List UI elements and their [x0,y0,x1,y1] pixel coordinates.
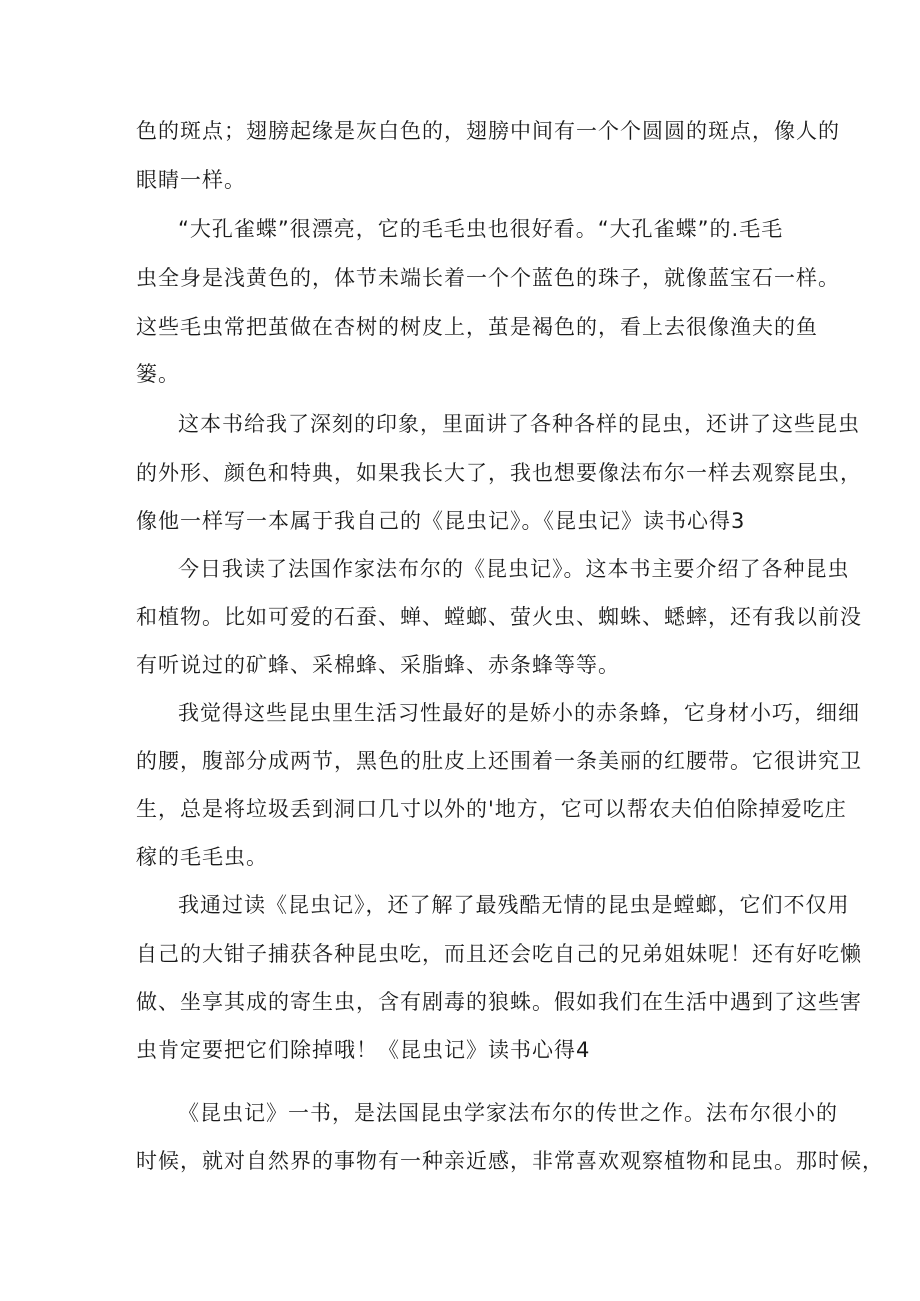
text-line: 眼睛一样。 [136,168,246,192]
text-line: 自己的大钳子捕获各种昆虫吃，而且还会吃自己的兄弟姐妹呢！还有好吃懒 [136,942,862,966]
paragraph-start-line: 我通过读《昆虫记》，还了解了最残酷无情的昆虫是螳螂，它们不仅用 [178,893,850,917]
text-line: 虫肯定要把它们除掉哦！《昆虫记》读书心得4 [136,1038,591,1062]
text-line: 像他一样写一本属于我自己的《昆虫记》。《昆虫记》读书心得3 [136,509,746,533]
paragraph-start-line: 我觉得这些昆虫里生活习性最好的是娇小的赤条蜂，它身材小巧，细细 [178,701,860,725]
text-line: 篓。 [136,362,180,386]
text-line: 这些毛虫常把茧做在杏树的树皮上，茧是褐色的，看上去很像渔夫的鱼 [136,315,818,339]
paragraph-start-line: “大孔雀蝶”很漂亮，它的毛毛虫也很好看。“大孔雀蝶”的.毛毛 [178,217,784,241]
text-line: 时候，就对自然界的事物有一种亲近感，非常喜欢观察植物和昆虫。那时候， [136,1149,884,1173]
text-line: 稼的毛毛虫。 [136,845,268,869]
paragraph-start-line: 这本书给我了深刻的印象，里面讲了各种各样的昆虫，还讲了这些昆虫 [178,412,860,436]
text-line: 和植物。比如可爱的石蚕、蝉、螳螂、萤火虫、蜘蛛、蟋蟀，还有我以前没 [136,605,862,629]
text-line: 生，总是将垃圾丢到洞口几寸以外的'地方，它可以帮农夫伯伯除掉爱吃庄 [136,797,847,821]
paragraph-start-line: 《昆虫记》一书，是法国昆虫学家法布尔的传世之作。法布尔很小的 [178,1101,838,1125]
text-line: 的外形、颜色和特典，如果我长大了，我也想要像法布尔一样去观察昆虫， [136,461,862,485]
text-line: 有听说过的矿蜂、采棉蜂、采脂蜂、赤条蜂等等。 [136,653,620,677]
text-line: 的腰，腹部分成两节，黑色的肚皮上还围着一条美丽的红腰带。它很讲究卫 [136,749,862,773]
text-line: 色的斑点；翅膀起缘是灰白色的，翅膀中间有一个个圆圆的斑点，像人的 [136,119,840,143]
text-line: 做、坐享其成的寄生虫，含有剧毒的狼蛛。假如我们在生活中遇到了这些害 [136,990,862,1014]
paragraph-start-line: 今日我读了法国作家法布尔的《昆虫记》。这本书主要介绍了各种昆虫 [178,557,850,581]
text-line: 虫全身是浅黄色的，体节未端长着一个个蓝色的珠子，就像蓝宝石一样。 [136,266,840,290]
